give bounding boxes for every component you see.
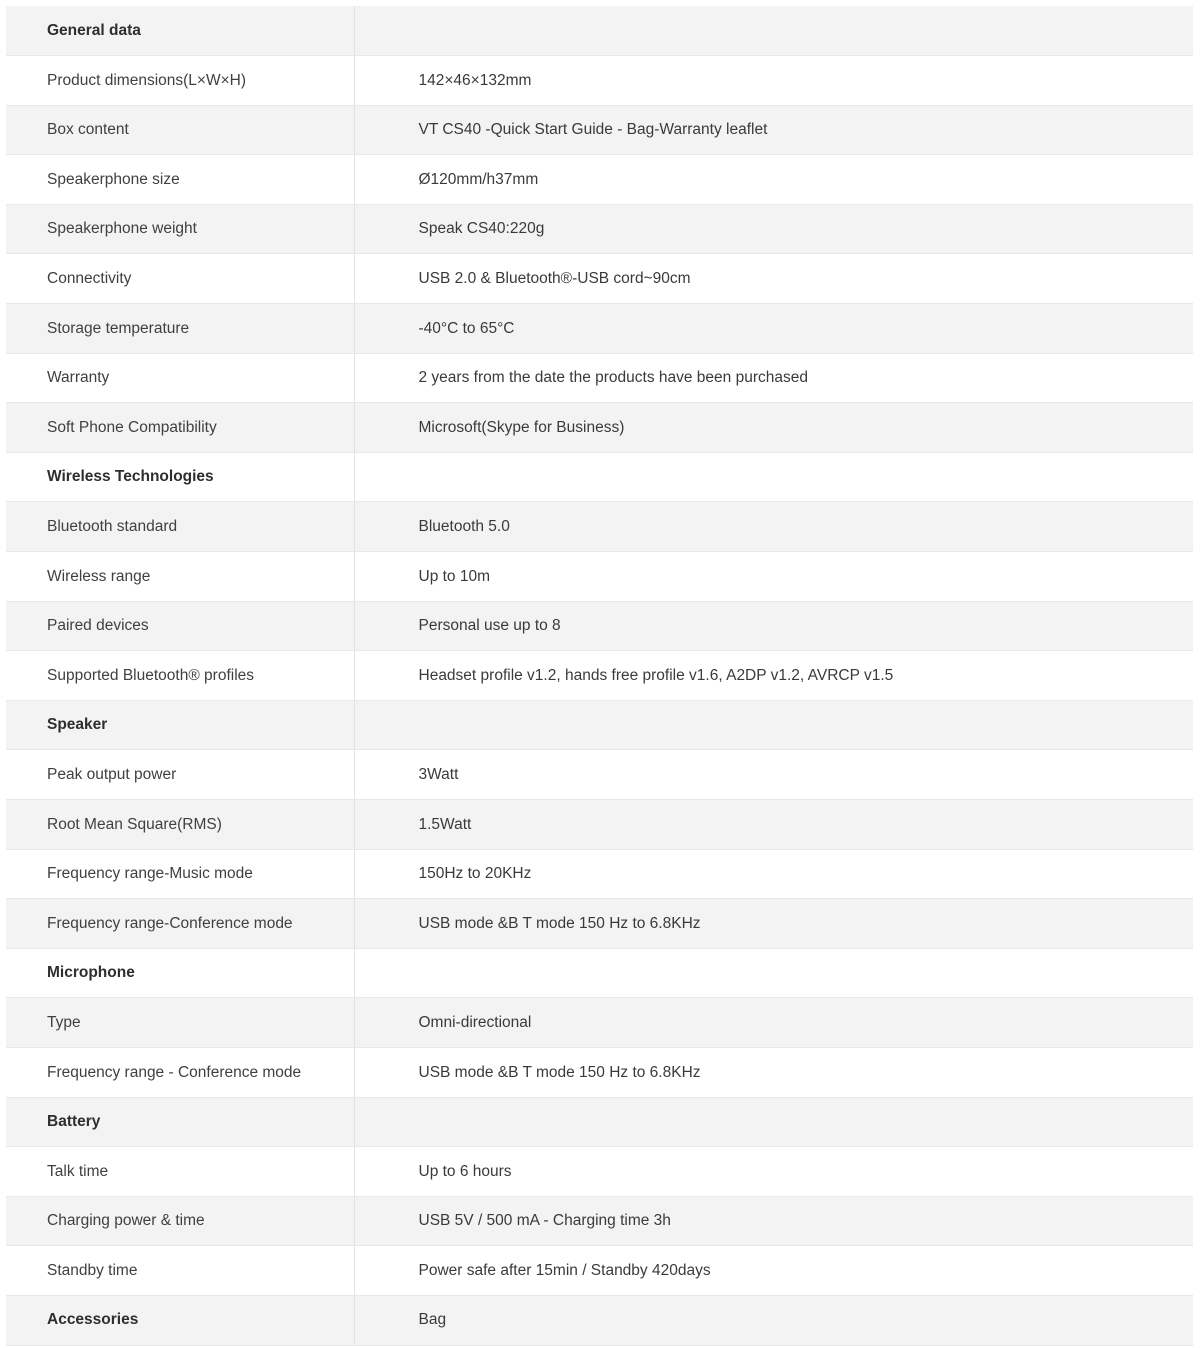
spec-row bbox=[6, 155, 1193, 205]
section-title: General data bbox=[6, 6, 354, 56]
section-title: Speaker bbox=[6, 700, 354, 750]
spec-value: Omni-directional bbox=[354, 998, 1193, 1048]
spec-row bbox=[6, 800, 1193, 850]
spec-row bbox=[6, 899, 1193, 949]
spec-value: 2 years from the date the products have been purchased bbox=[354, 353, 1193, 403]
spec-label: Frequency range-Music mode bbox=[6, 849, 354, 899]
spec-row bbox=[6, 304, 1193, 354]
spec-row bbox=[6, 651, 1193, 701]
spec-row bbox=[6, 1246, 1193, 1296]
spec-row bbox=[6, 254, 1193, 304]
spec-label: Storage temperature bbox=[6, 304, 354, 354]
spec-row bbox=[6, 750, 1193, 800]
spec-value: Power safe after 15min / Standby 420days bbox=[354, 1246, 1193, 1296]
spec-row bbox=[6, 353, 1193, 403]
spec-row bbox=[6, 601, 1193, 651]
spec-label: Box content bbox=[6, 105, 354, 155]
spec-table bbox=[6, 6, 1193, 1346]
section-title: Accessories bbox=[6, 1295, 354, 1345]
spec-label: Frequency range-Conference mode bbox=[6, 899, 354, 949]
spec-row bbox=[6, 998, 1193, 1048]
spec-value: Bag bbox=[354, 1295, 1193, 1345]
spec-value: Headset profile v1.2, hands free profile v1.6, A2DP v1.2, AVRCP v1.5 bbox=[354, 651, 1193, 701]
section-title: Wireless Technologies bbox=[6, 452, 354, 502]
spec-value: USB 2.0 & Bluetooth®-USB cord~90cm bbox=[354, 254, 1193, 304]
spec-label: Root Mean Square(RMS) bbox=[6, 800, 354, 850]
spec-value bbox=[354, 948, 1193, 998]
spec-label: Warranty bbox=[6, 353, 354, 403]
spec-value: Personal use up to 8 bbox=[354, 601, 1193, 651]
spec-value: Microsoft(Skype for Business) bbox=[354, 403, 1193, 453]
spec-row bbox=[6, 502, 1193, 552]
spec-label: Paired devices bbox=[6, 601, 354, 651]
spec-value bbox=[354, 700, 1193, 750]
spec-label: Standby time bbox=[6, 1246, 354, 1296]
spec-label: Supported Bluetooth® profiles bbox=[6, 651, 354, 701]
spec-label: Connectivity bbox=[6, 254, 354, 304]
spec-label: Bluetooth standard bbox=[6, 502, 354, 552]
spec-label: Wireless range bbox=[6, 552, 354, 602]
section-header-row bbox=[6, 948, 1193, 998]
spec-row bbox=[6, 105, 1193, 155]
spec-row bbox=[6, 1147, 1193, 1197]
spec-label: Soft Phone Compatibility bbox=[6, 403, 354, 453]
spec-value: Up to 10m bbox=[354, 552, 1193, 602]
spec-value: 1.5Watt bbox=[354, 800, 1193, 850]
section-title: Microphone bbox=[6, 948, 354, 998]
spec-label: Charging power & time bbox=[6, 1196, 354, 1246]
spec-row bbox=[6, 1047, 1193, 1097]
spec-row bbox=[6, 403, 1193, 453]
spec-value: 3Watt bbox=[354, 750, 1193, 800]
spec-label: Speakerphone size bbox=[6, 155, 354, 205]
spec-row bbox=[6, 552, 1193, 602]
spec-value: -40°C to 65°C bbox=[354, 304, 1193, 354]
section-title: Battery bbox=[6, 1097, 354, 1147]
spec-value: USB mode &B T mode 150 Hz to 6.8KHz bbox=[354, 899, 1193, 949]
spec-value: Ø120mm/h37mm bbox=[354, 155, 1193, 205]
spec-value bbox=[354, 452, 1193, 502]
spec-row bbox=[6, 1196, 1193, 1246]
spec-label: Talk time bbox=[6, 1147, 354, 1197]
spec-label: Frequency range - Conference mode bbox=[6, 1047, 354, 1097]
spec-row bbox=[6, 56, 1193, 106]
section-header-row bbox=[6, 452, 1193, 502]
spec-value: Speak CS40:220g bbox=[354, 204, 1193, 254]
spec-label: Peak output power bbox=[6, 750, 354, 800]
section-header-row bbox=[6, 1097, 1193, 1147]
spec-value: Bluetooth 5.0 bbox=[354, 502, 1193, 552]
spec-row bbox=[6, 204, 1193, 254]
spec-label: Type bbox=[6, 998, 354, 1048]
spec-table-body bbox=[6, 6, 1193, 1345]
spec-value: USB mode &B T mode 150 Hz to 6.8KHz bbox=[354, 1047, 1193, 1097]
spec-value: Up to 6 hours bbox=[354, 1147, 1193, 1197]
section-header-row bbox=[6, 700, 1193, 750]
spec-value: VT CS40 -Quick Start Guide - Bag-Warranty leaflet bbox=[354, 105, 1193, 155]
spec-value: USB 5V / 500 mA - Charging time 3h bbox=[354, 1196, 1193, 1246]
spec-value bbox=[354, 6, 1193, 56]
spec-value: 150Hz to 20KHz bbox=[354, 849, 1193, 899]
section-header-row bbox=[6, 6, 1193, 56]
section-header-row bbox=[6, 1295, 1193, 1345]
spec-value bbox=[354, 1097, 1193, 1147]
spec-label: Product dimensions(L×W×H) bbox=[6, 56, 354, 106]
spec-label: Speakerphone weight bbox=[6, 204, 354, 254]
spec-value: 142×46×132mm bbox=[354, 56, 1193, 106]
spec-row bbox=[6, 849, 1193, 899]
